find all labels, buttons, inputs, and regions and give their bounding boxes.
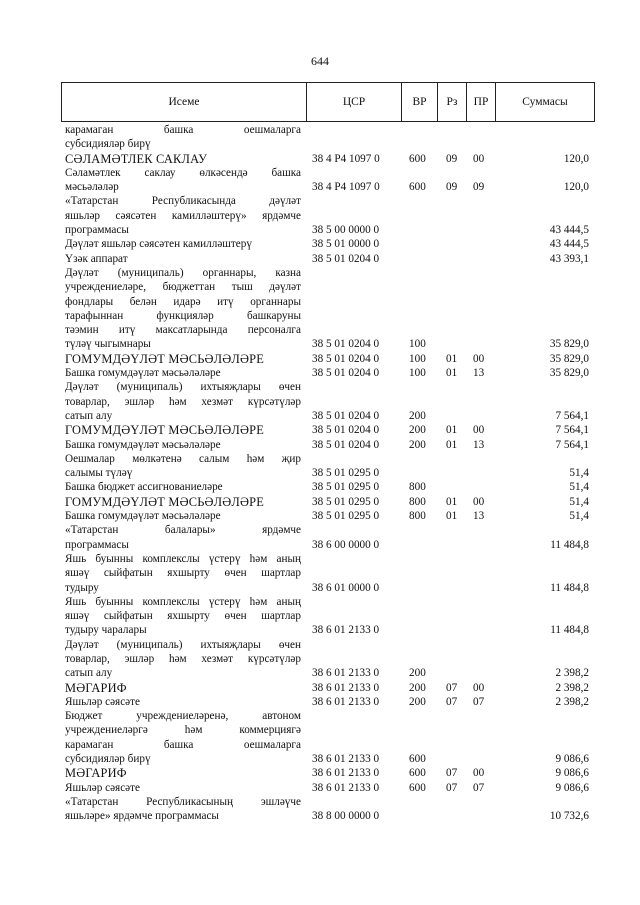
row-name-line: яшәү сыйфатын яхшырту өчен шартлар [65,610,301,623]
row-name [65,438,301,452]
row-name [65,766,301,780]
header-sum: Суммасы [522,96,568,108]
table-row [0,709,640,766]
row-name-line: учреждениеләре, бюджеттан тыш дәүләт [65,281,301,294]
row-name-line: Яшь буынны комплекслы үстерү һәм аның [65,552,301,565]
row-vr: 600 [409,181,426,194]
row-name-line: Яшьләр сәясәте [65,781,140,794]
row-rz: 07 [446,767,458,780]
row-name-line: сатып алу [65,667,113,680]
row-name-line: Башка гомумдәүләт мәсьәләләре [65,367,221,380]
row-name-line: программасы [65,538,129,551]
table-row [0,681,640,695]
row-name-line: товарлар, эшләр һәм хезмәт күрсәтүләр [65,653,301,665]
row-rz: 01 [446,352,458,365]
row-sum: 7 564,1 [555,424,589,437]
row-vr: 200 [409,695,426,708]
row-sum: 120,0 [563,181,589,194]
row-pr: 00 [473,681,485,694]
row-pr: 00 [473,495,485,508]
row-name-line: программасы [65,224,129,237]
row-name-line: Башка гомумдәүләт мәсьәләләре [65,438,221,451]
header-pr: ПР [467,83,496,121]
row-csr: 38 5 01 0295 0 [312,510,380,523]
row-name-line: МӘГАРИФ [65,766,127,781]
row-sum: 9 086,6 [555,753,589,766]
row-name [65,781,301,795]
row-name [65,423,301,437]
table-row [0,638,640,681]
row-vr: 200 [409,424,426,437]
table-row [0,366,640,380]
row-name-line: тәэмин итү максатларында персоналга [65,324,301,337]
row-name-line: ГОМУМДӘҮЛӘТ МӘСЬӘЛӘЛӘРЕ [65,423,265,438]
row-vr: 600 [409,152,426,165]
row-csr: 38 5 01 0204 0 [312,424,380,437]
row-rz: 07 [446,681,458,694]
row-vr: 100 [409,352,426,365]
row-sum: 7 564,1 [555,409,589,422]
row-rz: 01 [446,438,458,451]
row-name [65,252,301,266]
row-sum: 120,0 [563,152,589,165]
row-pr: 00 [473,152,485,165]
row-name-line: тудыру чаралары [65,624,147,637]
row-sum: 10 732,6 [549,810,589,823]
row-name-line: учреждениеләргә һәм коммерциягә [65,724,301,737]
row-rz: 01 [446,424,458,437]
table-row [0,438,640,452]
row-name-line: тудыру [65,581,99,594]
row-name [65,709,301,766]
row-sum: 51,4 [569,467,589,480]
table-row [0,266,640,352]
row-sum: 43 444,5 [549,238,589,251]
row-vr: 600 [409,781,426,794]
table-row [0,523,640,552]
row-sum: 35 829,0 [549,338,589,351]
row-csr: 38 5 01 0295 0 [312,467,380,480]
row-vr: 600 [409,767,426,780]
table-row [0,795,640,824]
row-name-line: СӘЛАМӘТЛЕК САКЛАУ [65,151,208,166]
row-name-line: МӘГАРИФ [65,680,127,695]
row-name [65,695,301,709]
header-vr: ВР [402,83,438,121]
header-csr: ЦСР [307,83,402,121]
row-sum: 11 484,8 [550,581,589,594]
table-row [0,237,640,251]
row-pr: 13 [473,510,485,523]
row-name-line: субсидияләр бирү [65,138,151,151]
row-csr: 38 6 01 2133 0 [312,695,380,708]
row-csr: 38 5 01 0204 0 [312,367,380,380]
row-name-line: салымы түләү [65,467,133,480]
row-csr: 38 6 01 2133 0 [312,767,380,780]
row-name-line: «Татарстан балалары» ярдәмче [65,524,301,537]
table-row [0,380,640,423]
row-rz: 09 [446,152,458,165]
row-csr: 38 5 00 0000 0 [312,224,380,237]
row-name [65,681,301,695]
row-name-line: ГОМУМДӘҮЛӘТ МӘСЬӘЛӘЛӘРЕ [65,494,265,509]
table-body [0,123,640,824]
row-name [65,595,301,638]
row-name-line: карамаган башка оешмаларга [65,738,301,751]
row-csr: 38 5 01 0000 0 [312,238,380,251]
table-row [0,166,640,195]
row-name-line: карамаган башка оешмаларга [65,124,301,136]
table-row [0,781,640,795]
row-name-line: Башка гомумдәүләт мәсьәләләре [65,510,221,523]
row-sum: 9 086,6 [555,767,589,780]
row-pr: 09 [473,181,485,194]
row-vr: 800 [409,510,426,523]
row-pr: 00 [473,352,485,365]
row-rz: 01 [446,367,458,380]
row-csr: 38 6 01 2133 0 [312,667,380,680]
table-row [0,595,640,638]
row-name [65,152,301,166]
row-pr: 07 [473,695,485,708]
row-name [65,795,301,824]
row-name [65,352,301,366]
row-name-line: товарлар, эшләр һәм хезмәт күрсәтүләр [65,395,301,408]
row-vr: 200 [409,667,426,680]
row-sum: 35 829,0 [549,367,589,380]
row-csr: 38 5 01 0204 0 [312,352,380,365]
row-name-line: Оешмалар мөлкәтенә салым һәм җир [65,452,301,465]
row-name [65,166,301,195]
header-rz: Рз [438,83,467,121]
row-name-line: Сәламәтлек саклау өлкәсендә башка [65,166,301,179]
row-csr: 38 6 01 0000 0 [312,581,380,594]
row-pr: 13 [473,438,485,451]
row-csr: 38 5 01 0204 0 [312,438,380,451]
row-name-line: Башка бюджет ассигнованиеләре [65,481,223,494]
row-sum: 51,4 [569,495,589,508]
table-header [61,82,595,122]
row-name-line: Дәүләт (муниципаль) ихтыяҗлары өчен [65,638,301,651]
table-row [0,452,640,481]
row-csr: 38 6 01 2133 0 [312,753,380,766]
row-name [65,495,301,509]
header-name: Исеме [62,83,307,121]
row-pr: 00 [473,424,485,437]
row-name-line: субсидияләр бирү [65,753,151,766]
page-number: 644 [311,54,329,68]
row-rz: 09 [446,181,458,194]
row-name [65,638,301,681]
row-name-line: Дәүләт яшьләр сәясәтен камилләштерү [65,238,252,251]
row-pr: 07 [473,781,485,794]
row-name-line: «Татарстан Республикасының эшләүче [65,795,301,808]
row-name-line: Үзәк аппарат [65,252,128,265]
row-name [65,366,301,380]
row-csr: 38 4 Р4 1097 0 [312,181,380,194]
row-name-line: Яшьләр сәясәте [65,695,140,708]
row-rz: 01 [446,510,458,523]
row-name [65,266,301,352]
table-row [0,480,640,494]
row-sum: 43 444,5 [549,224,589,237]
row-sum: 11 484,8 [550,624,589,637]
row-name-line: яшьләр сәясәтен камилләштерү» ярдәмче [65,209,301,222]
row-name-line: Яшь буынны комплекслы үстерү һәм аның [65,595,301,608]
row-csr: 38 8 00 0000 0 [312,810,380,823]
row-vr: 200 [409,409,426,422]
table-row [0,194,640,237]
row-sum: 51,4 [569,481,589,494]
row-pr: 00 [473,767,485,780]
row-name [65,509,301,523]
table-row [0,552,640,595]
table-row [0,695,640,709]
row-sum: 7 564,1 [555,438,589,451]
row-sum: 11 484,8 [550,538,589,551]
row-name-line: «Татарстан Республикасында дәүләт [65,195,301,208]
row-vr: 600 [409,753,426,766]
table-row [0,766,640,780]
row-name [65,452,301,481]
row-name-line: тарафыннан функцияләр башкаруны [65,309,301,322]
table-row [0,123,640,152]
row-sum: 2 398,2 [555,695,589,708]
row-vr: 200 [409,438,426,451]
row-sum: 43 393,1 [549,252,589,265]
table-row [0,252,640,266]
row-csr: 38 6 01 2133 0 [312,781,380,794]
row-rz: 07 [446,781,458,794]
row-csr: 38 5 01 0204 0 [312,338,380,351]
row-vr: 100 [409,367,426,380]
table-row [0,152,640,166]
row-csr: 38 5 01 0295 0 [312,481,380,494]
row-vr: 800 [409,495,426,508]
table-row [0,423,640,437]
row-csr: 38 6 00 0000 0 [312,538,380,551]
row-name-line: сатып алу [65,409,113,422]
row-name [65,480,301,494]
row-name-line: Дәүләт (муниципаль) органнары, казна [65,266,301,279]
row-vr: 100 [409,338,426,351]
row-rz: 01 [446,495,458,508]
row-sum: 35 829,0 [549,352,589,365]
row-name-line: Дәүләт (муниципаль) ихтыяҗлары өчен [65,381,301,394]
row-csr: 38 4 Р4 1097 0 [312,152,380,165]
row-name-line: яшьләре» ярдәмче программасы [65,810,219,823]
table-row [0,352,640,366]
row-csr: 38 6 01 2133 0 [312,681,380,694]
row-csr: 38 5 01 0295 0 [312,495,380,508]
row-name [65,380,301,423]
row-name [65,194,301,237]
row-name [65,237,301,251]
row-sum: 2 398,2 [555,667,589,680]
row-name [65,523,301,552]
row-vr: 800 [409,481,426,494]
row-name-line: фондлары белән идарә итү органнары [65,295,301,308]
row-name-line: түләү чыгымнары [65,338,151,351]
row-vr: 200 [409,681,426,694]
row-name [65,552,301,595]
row-name [65,123,301,152]
row-name-line: мәсьәләләр [65,181,119,194]
row-rz: 07 [446,695,458,708]
row-csr: 38 6 01 2133 0 [312,624,380,637]
row-name-line: ГОМУМДӘҮЛӘТ МӘСЬӘЛӘЛӘРЕ [65,351,265,366]
row-csr: 38 5 01 0204 0 [312,409,380,422]
row-name-line: яшәү сыйфатын яхшырту өчен шартлар [65,567,301,580]
row-pr: 13 [473,367,485,380]
table-row [0,509,640,523]
row-name-line: Бюджет учреждениеләренә, автоном [65,710,301,723]
row-csr: 38 5 01 0204 0 [312,252,380,265]
table-row [0,495,640,509]
row-sum: 51,4 [569,510,589,523]
row-sum: 9 086,6 [555,781,589,794]
row-sum: 2 398,2 [555,681,589,694]
